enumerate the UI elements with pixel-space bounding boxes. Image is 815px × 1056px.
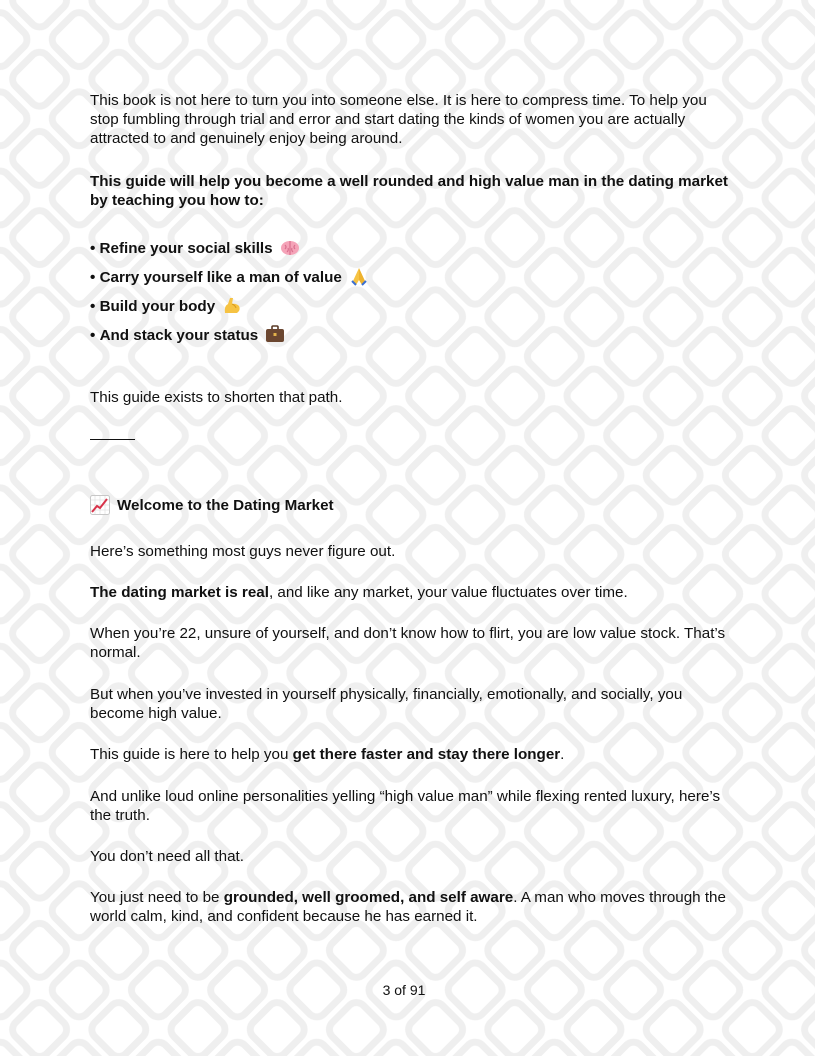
emphasis: get there faster and stay there longer [292, 746, 561, 763]
text: , and like any market, your value fluctuates over time. [268, 584, 628, 601]
bullet-stack-status [90, 324, 285, 345]
bullet-marker: • [90, 240, 96, 257]
text: . A man who moves through the world calm, kind, and confident because he has earned it. [90, 889, 726, 925]
bullet-text: Carry yourself like a man of value [99, 269, 342, 286]
emphasis: The dating market is real [90, 584, 269, 601]
section-heading-text: Welcome to the Dating Market [117, 497, 334, 514]
intro-paragraph: This book is not here to turn you into someone else. It is here to compress time. To help you stop fumbling through trial and error and start dating the kinds of women you are actually attracted to and genuinely enjoy being around. [90, 92, 707, 147]
lead-paragraph: This guide will help you become a well rounded and high value man in the dating market by teaching you how to: [90, 173, 728, 209]
text: This guide is here to help you [90, 746, 293, 763]
section-paragraph-1: Here’s something most guys never figure out. [90, 543, 396, 560]
bullet-carry-yourself [90, 266, 369, 287]
section-heading [90, 495, 334, 515]
folded-hands-icon [349, 266, 369, 286]
section-paragraph-8 [90, 888, 730, 926]
emphasis: grounded, well groomed, and self aware [223, 889, 514, 906]
section-paragraph-5 [90, 745, 730, 764]
section-paragraph-6: And unlike loud online personalities yelling “high value man” while flexing rented luxury, here’s the truth. [90, 788, 721, 824]
bullet-marker: • [90, 269, 96, 286]
briefcase-icon [265, 324, 285, 344]
bullet-marker: • [90, 298, 96, 315]
text: . [560, 746, 565, 763]
bullet-build-body [90, 295, 242, 316]
chart-increasing-icon [90, 495, 110, 515]
section-divider [90, 439, 135, 440]
page-number: 3 of 91 [382, 982, 426, 998]
document-page [90, 0, 730, 1056]
bullet-marker: • [90, 327, 96, 344]
brain-icon [280, 237, 300, 257]
closing-line: This guide exists to shorten that path. [90, 389, 343, 406]
bullet-text: Build your body [99, 298, 216, 315]
section-paragraph-3: When you’re 22, unsure of yourself, and don’t know how to flirt, you are low value stock. That’s normal. [90, 625, 726, 661]
section-paragraph-2 [90, 583, 730, 602]
bullet-social-skills [90, 237, 300, 258]
bullet-text: Refine your social skills [95, 240, 273, 257]
text: You just need to be [90, 889, 224, 906]
section-paragraph-7: You don’t need all that. [90, 848, 244, 865]
section-paragraph-4: But when you’ve invested in yourself physically, financially, emotionally, and socially, you become high value. [90, 686, 683, 722]
flexed-biceps-icon [222, 295, 242, 315]
bullet-text: And stack your status [99, 327, 259, 344]
